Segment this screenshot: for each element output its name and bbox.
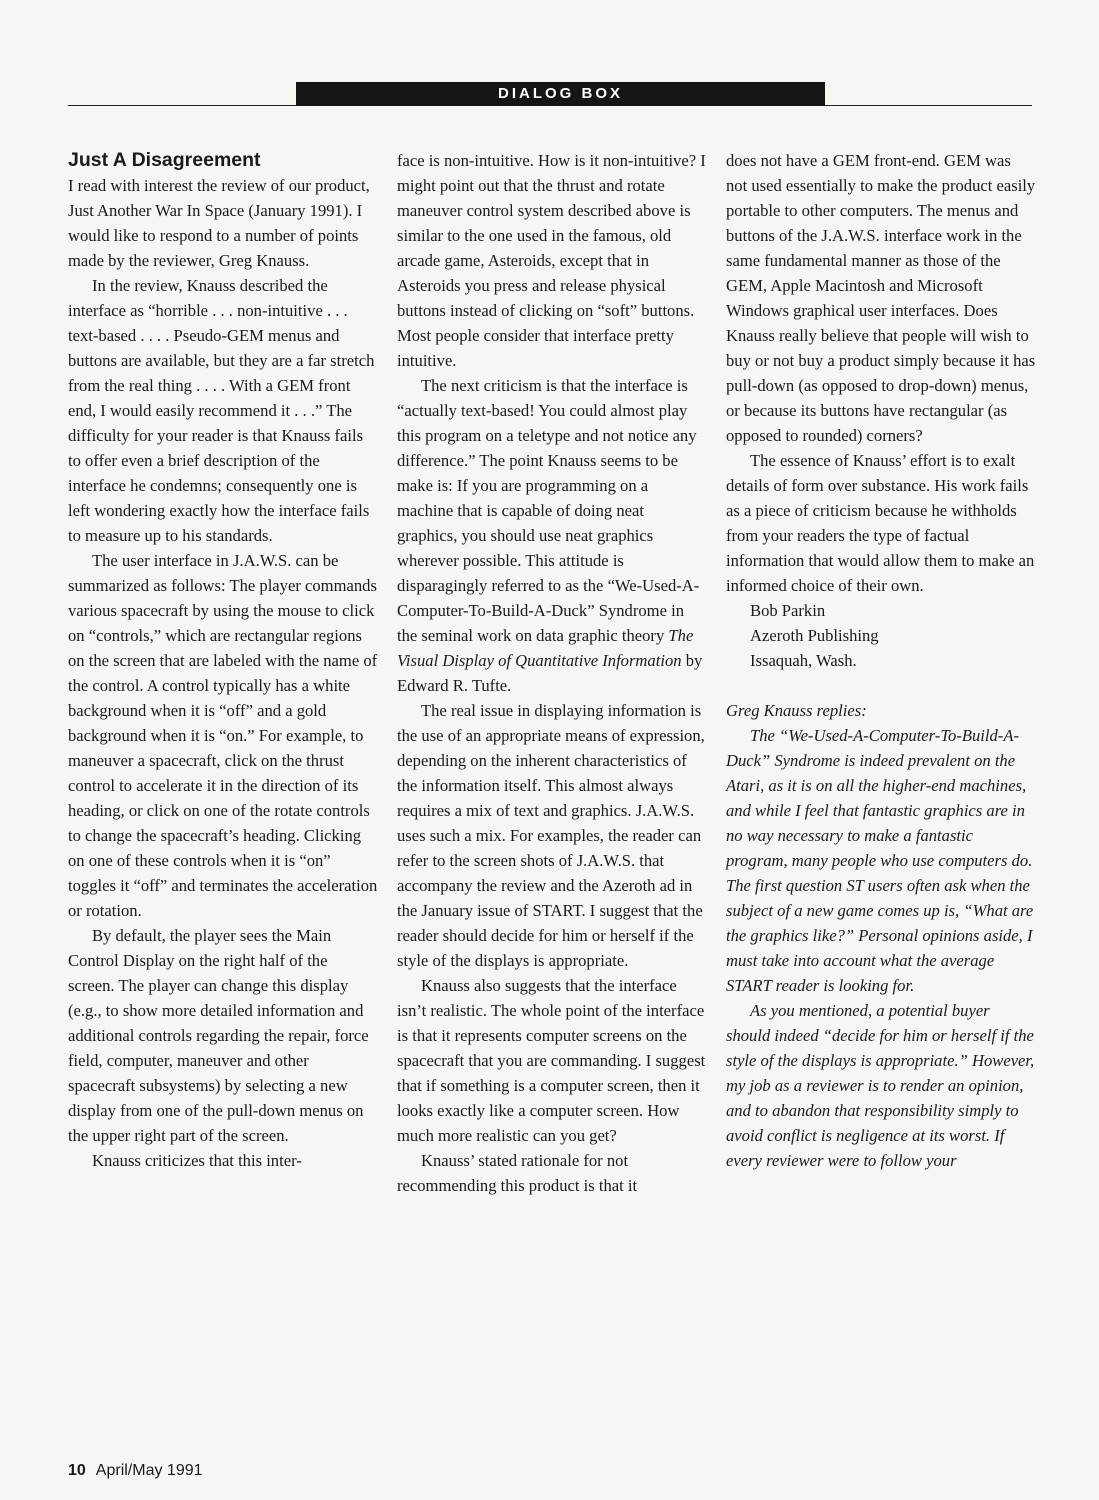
book-author: by Edward R. Tufte. — [397, 651, 703, 695]
column-2 — [397, 148, 707, 1198]
page-footer — [68, 1462, 203, 1480]
headline: Just A Disagreement — [68, 149, 261, 171]
paragraph: By default, the player sees the Main Control Display on the right half of the screen. The player can change this display (e.g., to show more detailed information and additional controls regarding the repair, force field, computer, maneuver and other spacecraft subsystems) by selecting a new display from one of the pull-down menus on the upper right part of the screen. — [68, 926, 369, 1145]
paragraph: The user interface in J.A.W.S. can be summarized as follows: The player commands various spacecraft by using the mouse to click on “controls,” which are rectangular regions on the screen that are labeled with the name of the control. A control typically has a white background when it is “off” and a gold background when it is “on.” For example, to maneuver a spacecraft, click on the thrust control to accelerate it in the direction of its heading, or click on one of the rotate controls to change the spacecraft’s heading. Clicking on one of these controls when it is “on” toggles it “off” and terminates the acceleration or rotation. — [68, 551, 378, 920]
signature-name: Bob Parkin — [750, 601, 826, 620]
paragraph: The essence of Knauss’ effort is to exalt details of form over substance. His work fails as a piece of criticism because he withholds from your readers the type of factual information that would allow them to make an informed choice of their own. — [726, 451, 1035, 595]
book-title: The Visual Display of Quantitative Information — [397, 626, 694, 670]
paragraph: The real issue in displaying information is the use of an appropriate means of expression, depending on the inherent characteristics of the information itself. This almost always requires a mix of text and graphics. J.A.W.S. uses such a mix. For examples, the reader can refer to the screen shots of J.A.W.S. that accompany the review and the Azeroth ad in the January issue of START. I suggest that the reader should decide for him or herself if the style of the displays is appropriate. — [397, 701, 705, 970]
paragraph: Knauss criticizes that this inter- — [92, 1151, 302, 1170]
paragraph: I read with interest the review of our product, Just Another War In Space (January 1991). I would like to respond to a number of points made by the reviewer, Greg Knauss. — [68, 176, 370, 270]
column-1 — [68, 148, 378, 1173]
page-number: 10 — [68, 1462, 86, 1479]
column-3 — [726, 148, 1036, 1173]
paragraph: face is non-intuitive. How is it non-intuitive? I might point out that the thrust and rotate maneuver control system described above is similar to the one used in the famous, old arcade game, Asteroids, except that in Asteroids you press and release physical buttons instead of clicking on “soft” buttons. Most people consider that interface pretty intuitive. — [397, 151, 706, 370]
paragraph: Knauss’ stated rationale for not recommending this product is that it — [397, 1151, 638, 1195]
issue-date: April/May 1991 — [95, 1462, 203, 1479]
signature-company: Azeroth Publishing — [750, 626, 879, 645]
section-header-bar: DIALOG BOX — [296, 82, 825, 106]
signature-location: Issaquah, Wash. — [750, 651, 857, 670]
reply-heading: Greg Knauss replies: — [726, 701, 867, 720]
reply-paragraph: The “We-Used-A-Computer-To-Build-A-Duck” Syndrome is indeed prevalent on the Atari, as it is on all the higher-end machines, and while I feel that fantastic graphics are in no way necessary to make a fantastic program, many people who use computers do. The first question ST users often ask when the subject of a new game comes up is, “What are the graphics like?” Personal opinions aside, I must take into account what the average START reader is looking for. — [726, 726, 1034, 995]
paragraph: does not have a GEM front-end. GEM was not used essentially to make the product easily portable to other computers. The menus and buttons of the J.A.W.S. interface work in the same fundamental manner as those of the GEM, Apple Macintosh and Microsoft Windows graphical user interfaces. Does Knauss really believe that people will wish to buy or not buy a product simply because it has pull-down (as opposed to drop-down) menus, or because its buttons have rectangular (as opposed to rounded) corners? — [726, 151, 1036, 445]
reply-paragraph: As you mentioned, a potential buyer should indeed “decide for him or herself if the style of the displays is appropriate.” However, my job as a reviewer is to render an opinion, and to abandon that responsibility simply to avoid conflict is negligence at its worst. If every reviewer were to follow your — [726, 1001, 1035, 1170]
paragraph — [397, 373, 707, 698]
paragraph: Knauss also suggests that the interface isn’t realistic. The whole point of the interface is that it represents computer screens on the spacecraft that you are commanding. I suggest that if something is a computer screen, then it looks exactly like a computer screen. How much more realistic can you get? — [397, 976, 706, 1145]
paragraph-text: The next criticism is that the interface is “actually text-based! You could almost play this program on a teletype and not notice any difference.” The point Knauss seems to be make is: If you are programming on a machine that is capable of doing neat graphics, you should use neat graphics wherever possible. This attitude is disparagingly referred to as the “We-Used-A-Computer-To-Build-A-Duck” Syndrome in the seminal work on data graphic theory — [397, 376, 700, 645]
paragraph: In the review, Knauss described the interface as “horrible . . . non-intuitive . . . text-based . . . . Pseudo-GEM menus and buttons are available, but they are a far stretch from the real thing . . . . With a GEM front end, I would easily recommend it . . .” The difficulty for your reader is that Knauss fails to offer even a brief description of the interface he condemns; consequently one is left wondering exactly how the interface fails to measure up to his standards. — [68, 276, 375, 545]
spacer — [726, 673, 1036, 698]
